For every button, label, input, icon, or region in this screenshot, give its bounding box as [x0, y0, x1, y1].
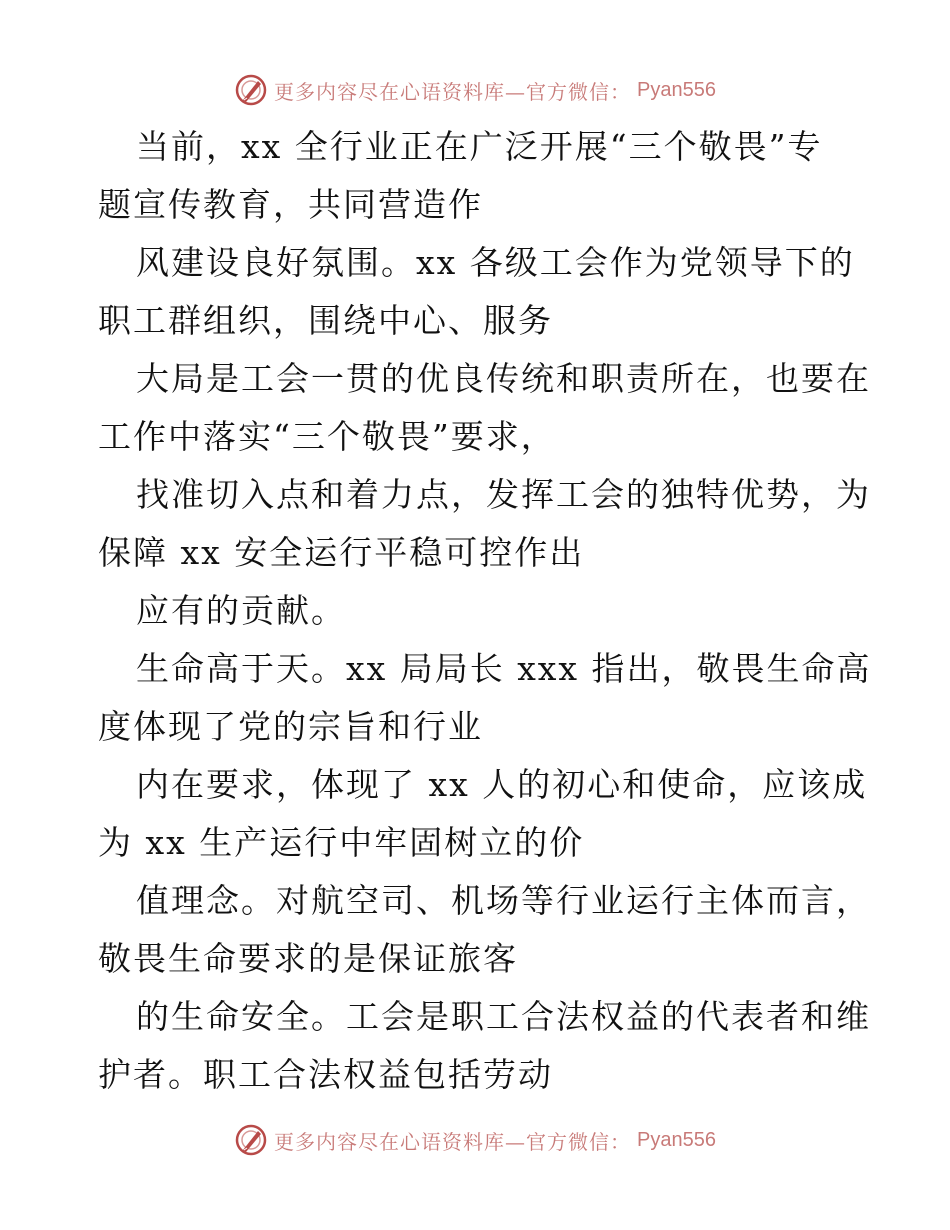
text-line: 敬畏生命要求的是保证旅客	[98, 939, 518, 978]
watermark-text: 更多内容尽在心语资料库—官方微信：	[274, 79, 632, 104]
text-line: 大局是工会一贯的优良传统和职责所在，也要在	[136, 359, 871, 398]
watermark-id: Pyan556	[637, 1128, 716, 1151]
text-line: 度体现了党的宗旨和行业	[98, 707, 483, 746]
text-line: 当前，xx 全行业正在广泛开展“三个敬畏”专	[136, 127, 823, 166]
quill-circle-logo-icon	[234, 1123, 268, 1157]
text-line: 内在要求，体现了 xx 人的初心和使命，应该成	[136, 765, 868, 804]
footer-watermark	[0, 1120, 950, 1160]
watermark-text: 更多内容尽在心语资料库—官方微信：	[274, 1129, 632, 1154]
quill-circle-logo-icon	[234, 73, 268, 107]
text-line: 的生命安全。工会是职工合法权益的代表者和维	[136, 997, 871, 1036]
body-text	[98, 118, 872, 1104]
text-line: 风建设良好氛围。xx 各级工会作为党领导下的	[136, 243, 855, 282]
text-line: 职工群组织，围绕中心、服务	[98, 301, 553, 340]
text-line: 题宣传教育，共同营造作	[98, 185, 483, 224]
text-line: 保障 xx 安全运行平稳可控作出	[98, 533, 585, 572]
text-line: 值理念。对航空司、机场等行业运行主体而言，	[136, 881, 871, 920]
text-line: 找准切入点和着力点，发挥工会的独特优势，为	[136, 475, 871, 514]
text-line: 生命高于天。xx 局局长 xxx 指出，敬畏生命高	[136, 649, 872, 688]
text-line: 应有的贡献。	[136, 591, 346, 630]
text-line: 护者。职工合法权益包括劳动	[98, 1055, 553, 1094]
watermark-id: Pyan556	[637, 78, 716, 101]
header-watermark	[0, 70, 950, 110]
text-line: 工作中落实“三个敬畏”要求，	[98, 417, 556, 456]
text-line: 为 xx 生产运行中牢固树立的价	[98, 823, 585, 862]
